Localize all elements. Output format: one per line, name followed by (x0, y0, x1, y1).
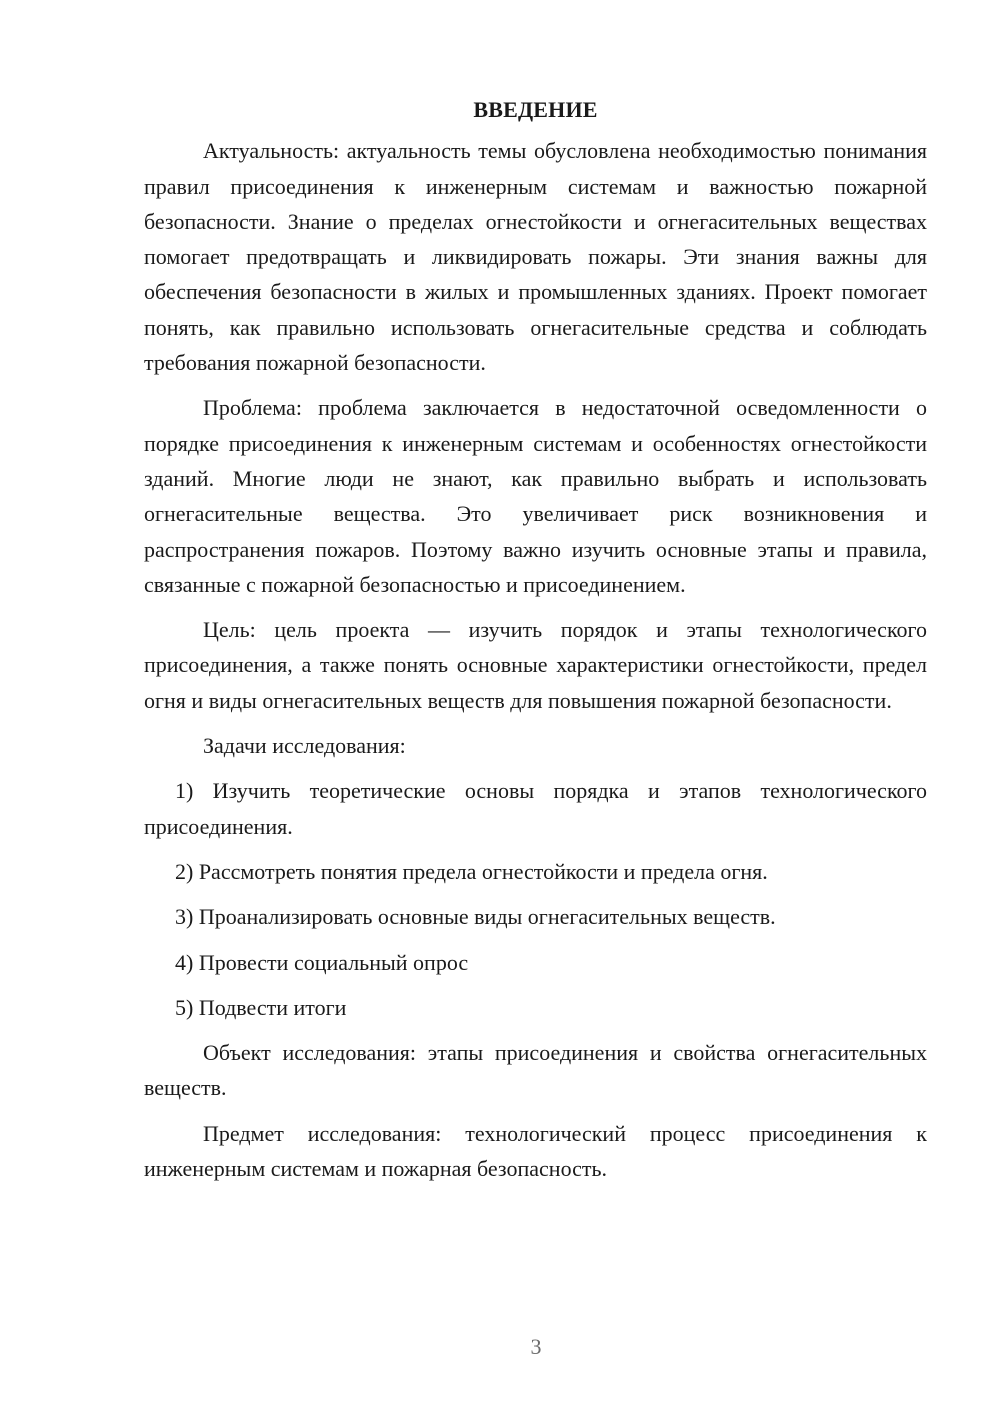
subject-paragraph: Предмет исследования: технологический процесс присоединения к инженерным системам и пожарная безопасность. (144, 1120, 927, 1182)
list-item: 5) Подвести итоги (175, 994, 347, 1020)
tasks-title: Задачи исследования: (203, 733, 406, 759)
section-heading: ВВЕДЕНИЕ (473, 97, 598, 122)
problem-paragraph: Проблема: проблема заключается в недостаточной осведомленности о порядке присоединения к инженерным системам и особенностях огнестойкости зданий. Многие люди не знают, как правильно выбрать и использовать огнегасительные вещества. Это увеличивает риск возникновения и распространения пожаров. Поэтому важно изучить основные этапы и правила, связанные с пожарной безопасностью и присоединением. (144, 395, 927, 597)
list-item: 2) Рассмотреть понятия предела огнестойкости и предела огня. (175, 858, 768, 884)
list-item: 3) Проанализировать основные виды огнегасительных веществ. (175, 904, 776, 930)
goal-paragraph: Цель: цель проекта — изучить порядок и этапы технологического присоединения, а также понять основные характеристики огнестойкости, предел огня и виды огнегасительных веществ для повышения пожарной безопасности. (144, 617, 927, 713)
tasks-list (144, 773, 927, 1025)
relevance-paragraph: Актуальность: актуальность темы обусловлена необходимостью понимания правил присоединения к инженерным системам и важностью пожарной безопасности. Знание о пределах огнестойкости и огнегасительных веществах помогает предотвращать и ликвидировать пожары. Эти знания важны для обеспечения безопасности в жилых и промышленных зданиях. Проект помогает понять, как правильно использовать огнегасительные средства и соблюдать требования пожарной безопасности. (144, 138, 927, 376)
page-number: 3 (530, 1334, 542, 1359)
page-content (144, 92, 927, 1186)
list-item: 1) Изучить теоретические основы порядка и этапов технологического присоединения. (144, 778, 927, 839)
list-item: 4) Провести социальный опрос (175, 949, 469, 975)
object-paragraph: Объект исследования: этапы присоединения и свойства огнегасительных веществ. (144, 1040, 927, 1101)
